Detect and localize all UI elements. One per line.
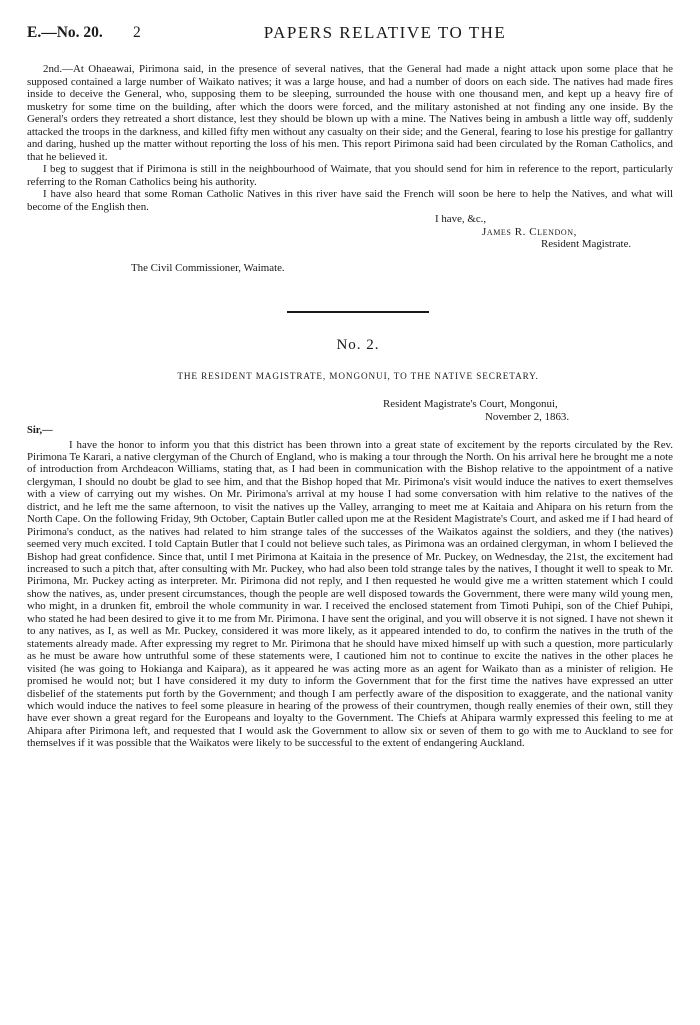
letter-place: Resident Magistrate's Court, Mongonui, [383,398,558,410]
section-divider [287,311,429,313]
closing-line: I have, &c., [435,213,487,225]
section-number: No. 2. [336,337,380,353]
paragraph: I beg to suggest that if Pirimona is still in the neighbourhood of Waimate, that you should send for him in reference to the report, particularly referring to the Roman Catholics being his authority. [27,163,673,188]
paper-code: E.—No. 20. [27,24,103,41]
page-number: 2 [133,24,141,41]
salutation: Sir,— [27,425,53,436]
paragraph: I have the honor to inform you that this district has been thrown into a great state of excitement by the reports circulated by the Rev. Pirimona Te Karari, a native clergyman of the Church of England, who is making a tour through the North. On his arrival here he brought me a note of introduction from Archdeacon Williams, stating that, as I had been in communication with the Bishop relative to the appointment of a native clergyman, I should no doubt be glad to see him, and that the Bishop hoped that Mr. Pirimona's visit would induce the natives to exert themselves with a view of carrying out my wishes. On Mr. Pirimona's arrival at my house I had some conversation with him relative to the natives of the district, and he left me the same afternoon, to visit the natives up the Valley, arranging to meet me at Kaitaia and Ahipara on his return from the North Cape. On the following Friday, 9th October, Captain Butler called upon me at the Resident Magistrate's Court, and asked me if I had heard of Pirimona's conduct, as the natives had related to him strange tales of the successes of the Waikatos against the soldiers, and they (the natives) seemed very much excited. I told Captain Butler that I could not believe such tales, as Pirimona was an ordained clergyman, in whom I believed the Bishop had great confidence. Since that, until I met Pirimona at Kaitaia in the presence of Mr. Puckey, on Wednesday, the 21st, the excitement had increased to such a pitch that, after consulting with Mr. Puckey, who had also been told strange tales by the natives, I thought it well to speak to Mr. Pirimona, Mr. Puckey acting as interpreter. Mr. Pirimona did not reply, and I then requested he would give me a written statement which I could show the natives, as, under present circumstances, though the people are well disposed towards the Government, there were many wild young men, who might, in a drunken fit, embroil the whole community in war. I received the enclosed statement from Timoti Puhipi, son of the Chief Puhipi, who stated he had been desired to give it to me from Mr. Pirimona. I have sent the original, and you will observe it is not signed. I have not shewn it to any natives, as I, as well as Mr. Puckey, considered it was more likely, as it appeared intended to do, to confirm the natives in the truth of the statements already made. After expressing my regret to Mr. Pirimona that he should have mixed himself up with such a question, more particularly as he must be aware how untruthful some of these statements were, I cautioned him not to continue to excite the natives in the other places he visited (he was going to Hokianga and Kaipara), as it appeared he was acting more as an agent for Waikato than as a minister of religion. He promised he would not; but I have considered it my duty to inform the Government that for the first time the natives have expressed an utter disbelief of the statements put forth by the Government; and though I am perfectly aware of the disposition to exaggerate, and the national vanity which would induce the natives to feel some pleasure in hearing of the prowess of their countrymen, though really enemies of their own, still they have ever shown a great regard for the Europeans and loyalty to the Government. The Chiefs at Ahipara warmly expressed this feeling to me at Ahipara after Pirimona left, and requested that I would ask the Government to allow six or seven of them to go with me to Auckland to see for themselves if it was possible that the Waikatos were likely to be successful to the extent of endangering Auckland. [27,438,673,750]
page-header [27,22,673,48]
section-heading: THE RESIDENT MAGISTRATE, MONGONUI, TO THE NATIVE SECRETARY. [177,371,539,381]
addressee: The Civil Commissioner, Waimate. [131,261,285,274]
letter-one [27,63,673,274]
signature-title: Resident Magistrate. [541,238,632,250]
running-title: PAPERS RELATIVE TO THE [263,23,507,42]
letter-two-body [27,439,673,750]
paragraph: I have also heard that some Roman Catholic Natives in this river have said the French will soon be here to help the Natives, and what will become of the English then. [27,188,673,213]
letter-date: November 2, 1863. [485,410,570,423]
signature-name: James R. Clendon, [482,225,577,238]
paragraph: 2nd.—At Ohaeawai, Pirimona said, in the presence of several natives, that the General had made a night attack upon some place that he supposed contained a large number of Waikato natives; it was a large house, and had a number of doors on each side. The natives had made fires inside to deceive the General, who, supposing them to be sleeping, surrounded the house with one thousand men, and kept up a heavy fire of musketry for some time on the building, after which the doors were forced, and the military astonished at not finding any one inside. By the General's orders they retreated a short distance, lest they should be blown up with a mine. The Natives being in ambush a little way off, suddenly attacked the troops in the darkness, and killed fifty men without any casualty on their side; and the General, fearing to lose his prestige for gallantry and daring, hushed up the matter without reporting the loss of his men. This report Pirimona said had been circulated by the Roman Catholics, and that he believed it. [27,63,673,163]
